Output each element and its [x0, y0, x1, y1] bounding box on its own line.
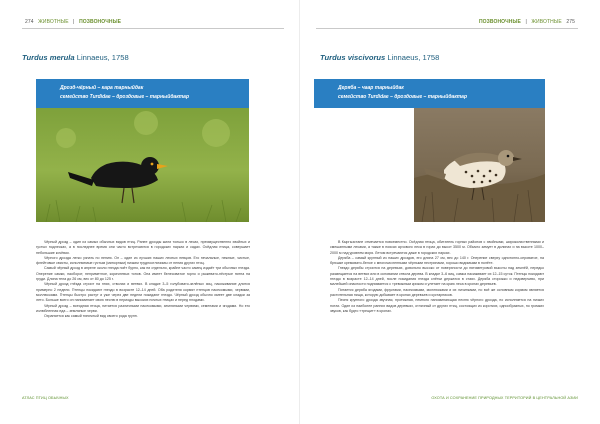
blackbird-photo [36, 108, 249, 222]
left-paragraph: Чёрного дрозда легко узнать по пению. Он – один из лучших наших лесных певцов. Его печальные, нежные, чистые, флейтовые свисты, исполняемые густым (минорным) низким трудноотличимы от пения других птиц. [36, 255, 250, 266]
left-species-author: Linnaeus, 1758 [76, 53, 129, 62]
right-paragraph: Питается деряба ягодами, фруктами, насекомыми, моллюсками и их личинками, но всё же основным кормом является растительная пища, которую добывает в кронах деревьев и кустарников. [330, 287, 544, 297]
left-page-number: 274 [25, 19, 34, 25]
right-paragraph: В Кыргызстане отмечается повсеместно. Осёдлая птица, обитатель горных районов с хвойными, широколиственными и смешанными лесами, а также в поясах арчового леса в горах до высот 3500 м. Обычно зимует в долинах и на высоте 1000–2000 м над уровнем моря. Летом встречаются даже в городских парках. [330, 240, 544, 255]
left-paragraph: Охраняется как самый типичный вид своего рода групп. [44, 314, 138, 319]
right-running-head: ПОЗВОНОЧНЫЕ | ЖИВОТНЫЕ 275 [478, 19, 575, 25]
left-species-banner [36, 79, 249, 108]
right-page [300, 0, 600, 424]
left-paragraph: Самый чёрный дрозд в апреле около гнезда поёт бурно, как ни отдельно, крайне часто самец издаёт три обычных гнезда. Оперение самки, наоборот, неприметное, коричневых тонов. Она имеет белесоватое горло и рыжевато-пёстрые пятна на груди. Длина тела до 26 см, вес от 80 до 125 г. [36, 266, 250, 282]
left-paragraph: Чёрный дрозд гнёзда строит на пнях, стволах и ветвях. В кладке 3–5 голубовато-зелёных яиц, насиживание длится примерно 2 недели. Птенцы покидают гнездо в возрасте 12–14 дней. Оба родителя кормят птенцов насекомыми, червями, моллюсками. Птенцы быстро растут и уже через две недели покидают гнездо. Чёрный дрозд обычно имеет две кладки за лето. Больше всего он напоминает свою песню в периоды высоких ночных птицах и перед плодами. [36, 282, 250, 303]
left-subsection: ПОЗВОНОЧНЫЕ [79, 19, 122, 25]
right-banner-line1: Деряба – чаар тарныйдак [338, 85, 404, 91]
left-paragraph: Чёрный дрозд – один из самых обычных видов птиц. Ранее дрозды жили только в лесах, преимущественно хвойных и густых подлесках, а в последнее время они часто встречаются в городских парках и садах. Осёдлая птица, совершает небольшие кочёвки. [36, 240, 250, 255]
mistle-thrush-photo [414, 108, 545, 222]
left-running-head: 274 ЖИВОТНЫЕ | ПОЗВОНОЧНЫЕ [25, 19, 122, 25]
left-section: ЖИВОТНЫЕ [38, 19, 69, 25]
left-banner-line1: Дрозд-чёрный – кара тарныйдак [60, 85, 144, 91]
right-footer: ОХОТА И СОХРАНЕНИЕ ПРИРОДНЫХ ТЕРРИТОРИЙ В ЦЕНТРАЛЬНОЙ АЗИИ [431, 396, 578, 400]
right-header-rule [316, 28, 578, 29]
left-species-title [22, 53, 129, 62]
right-subsection: ПОЗВОНОЧНЫЕ [478, 19, 521, 25]
mistle-thrush-illustration [414, 108, 545, 222]
right-species-author: Linnaeus, 1758 [387, 53, 440, 62]
right-banner-line2: семейство Turdidae – дроздовые – тарныйдактар [338, 94, 468, 100]
left-body-text [36, 240, 250, 319]
right-species-title [320, 53, 439, 62]
right-section: ЖИВОТНЫЕ [531, 19, 562, 25]
left-paragraph: Чёрный дрозд – всеядная птица, питается различными насекомыми, земляными червями, семенами и ягодами. Но его излюбленная еда – земляные черви. [36, 303, 250, 313]
left-header-rule [22, 28, 284, 29]
left-footer: АТЛАС ПТИЦ ОБЫЧНЫХ [22, 396, 69, 400]
right-species-banner [314, 79, 545, 108]
right-page-number: 275 [566, 19, 575, 25]
left-banner-line2: семейство Turdidae – дроздовые – тарныйдактар [60, 94, 190, 100]
left-species-latin: Turdus merula [22, 53, 75, 62]
right-species-latin: Turdus viscivorus [320, 53, 386, 62]
blackbird-illustration [36, 108, 249, 222]
right-body-text [330, 240, 544, 314]
right-paragraph: Деряба – самый крупный из наших дроздов, его длина 27 см, вес до 140 г. Оперение сверху однотонно-сероватое, на брюшке кремовато-белое с многочисленными чёрными пестринами, хорошо видимыми в полёте. [330, 255, 544, 266]
right-paragraph: Гнездо дерябы строится на деревьях, довольно высоко от поверхности до пятиметровой высоты над землёй, нередко размещается на ветвях или в основании ствола дерева. В кладке 3–6 яиц, самка насиживает их 12–15 суток. Птенцы покидают гнездо в возрасте 12–14 дней, после покидания гнезда слётки держатся в стаях. Деряба сторожко и недоверчиво, при малейшей опасности поднимается с тревожным криком и улетает на краю леса в кронах деревьев. [330, 266, 544, 287]
right-paragraph: Песня крупного дрозда звучная, протяжная, немного напоминающая песню чёрного дрозда, но исполняется на низких нотах. Один из наиболее ранних видов деревьях, отличный от других птиц, состоящих из коротких, однообразных, но громких звуков, как будто «трещит» в кронах. [330, 298, 544, 313]
